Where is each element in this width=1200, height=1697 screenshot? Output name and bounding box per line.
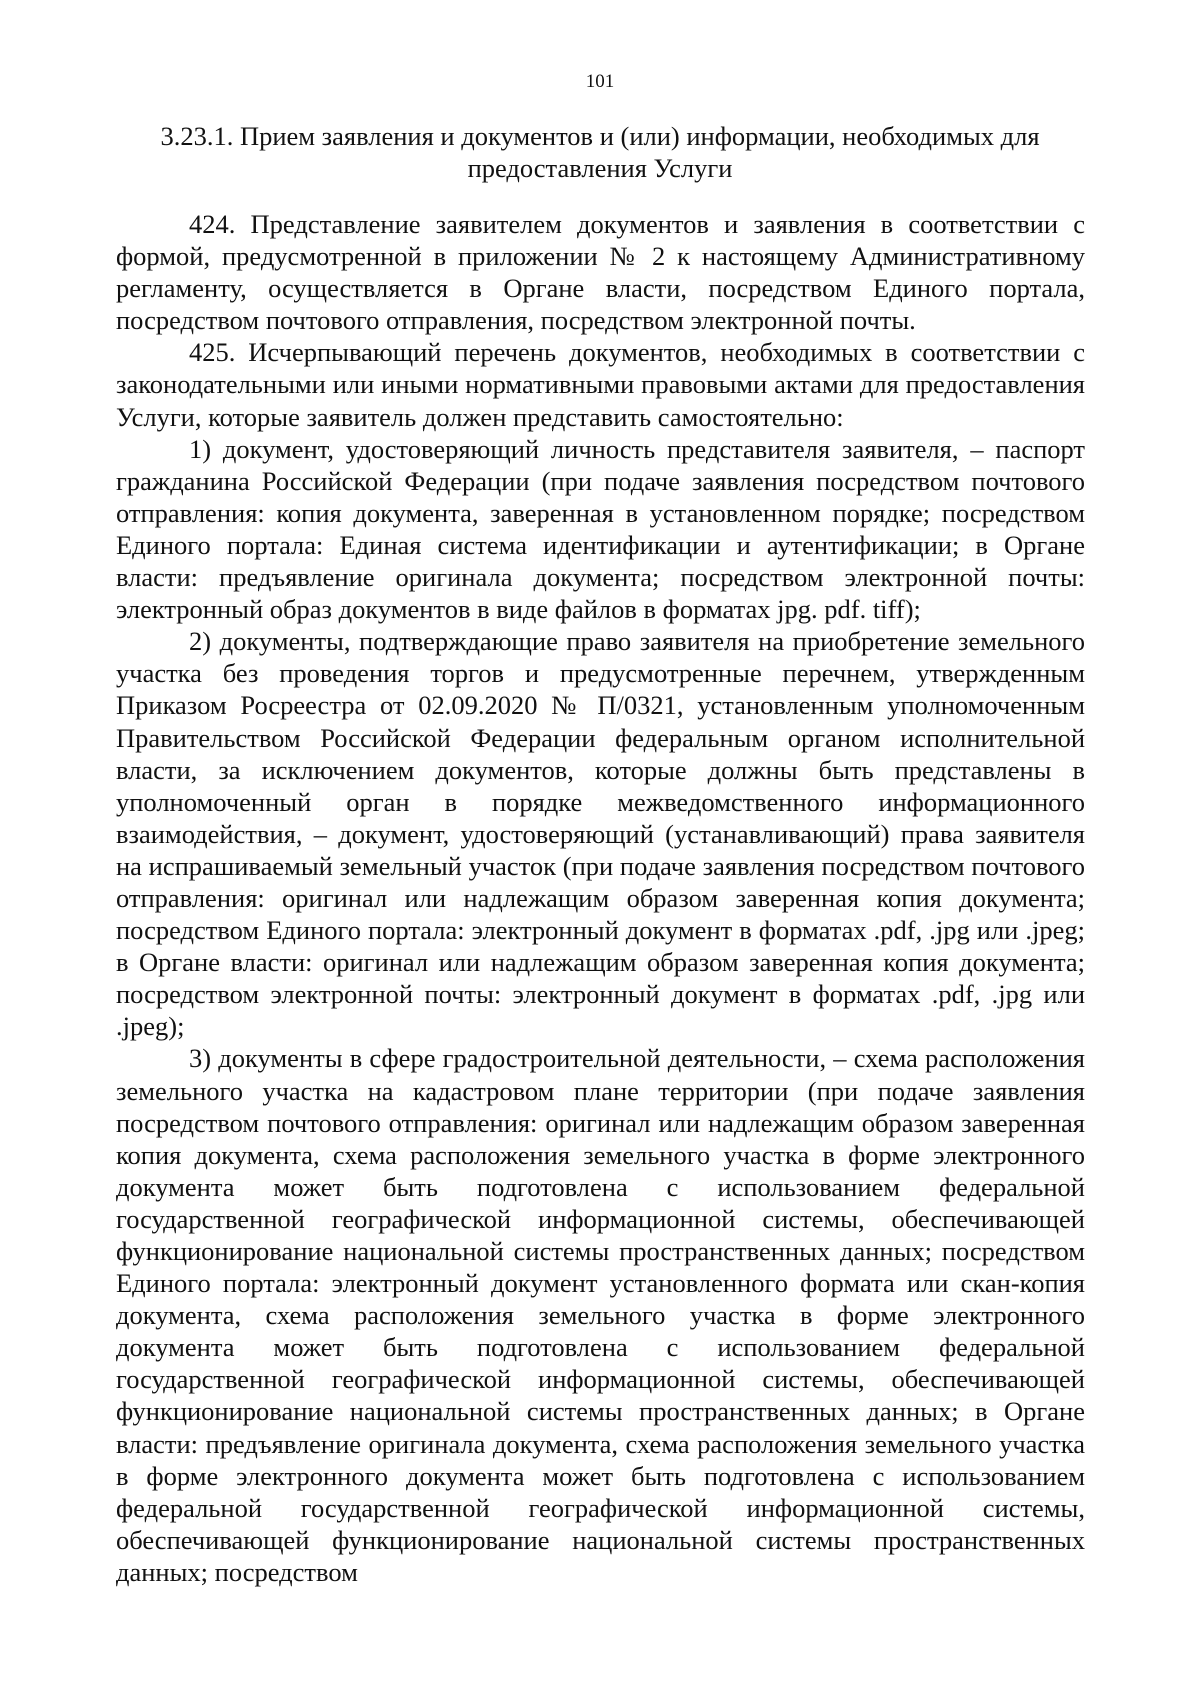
paragraph-425: 425. Исчерпывающий перечень документов, необходимых в соответствии с законодательными или иными нормативными правовыми актами для предоставления Услуги, которые заявитель должен представить самостоятельно: (116, 337, 1085, 432)
list-item-3: 3) документы в сфере градостроительной деятельности, – схема расположения земельного участка на кадастровом плане территории (при подаче заявления посредством почтового отправления: оригинал или надлежащим образом заверенная копия документа, схема расположения земельного участка в форме электронного документа может быть подготовлена с использованием федеральной государственной географической информационной системы, обеспечивающей функционирование национальной системы пространственных данных; посредством Единого портала: электронный документ установленного формата или скан-копия документа, схема расположения земельного участка в форме электронного документа может быть подготовлена с использованием федеральной государственной географической информационной системы, обеспечивающей функционирование национальной системы пространственных данных; в Органе власти: предъявление оригинала документа, схема расположения земельного участка в форме электронного документа может быть подготовлена с использованием федеральной государственной географической информационной системы, обеспечивающей функционирование национальной системы пространственных данных; посредством (116, 1043, 1085, 1587)
list-item-2: 2) документы, подтверждающие право заявителя на приобретение земельного участка без проведения торгов и предусмотренные перечнем, утвержденным Приказом Росреестра от 02.09.2020 № П/0321, установленным уполномоченным Правительством Российской Федерации федеральным органом исполнительной власти, за исключением документов, которые должны быть представлены в уполномоченный орган в порядке межведомственного информационного взаимодействия, – документ, удостоверяющий (устанавливающий) права заявителя на испрашиваемый земельный участок (при подаче заявления посредством почтового отправления: оригинал или надлежащим образом заверенная копия документа; посредством Единого портала: электронный документ в форматах .pdf, .jpg или .jpeg; в Органе власти: оригинал или надлежащим образом заверенная копия документа; посредством электронной почты: электронный документ в форматах .pdf, .jpg или .jpeg); (116, 626, 1085, 1042)
section-title-line-2: предоставления Услуги (467, 153, 733, 183)
section-title-line-1: 3.23.1. Прием заявления и документов и (или) информации, необходимых для (160, 121, 1040, 151)
body-text (116, 208, 1085, 1588)
list-item-1: 1) документ, удостоверяющий личность представителя заявителя, – паспорт гражданина Российской Федерации (при подаче заявления посредством почтового отправления: копия документа, заверенная в установленном порядке; посредством Единого портала: Единая система идентификации и аутентификации; в Органе власти: предъявление оригинала документа; посредством электронной почты: электронный образ документов в виде файлов в форматах jpg. pdf. tiff); (116, 433, 1085, 625)
page-number: 101 (585, 71, 615, 92)
section-title (150, 120, 1050, 184)
paragraph-424: 424. Представление заявителем документов и заявления в соответствии с формой, предусмотренной в приложении № 2 к настоящему Административному регламенту, осуществляется в Органе власти, посредством Единого портала, посредством почтового отправления, посредством электронной почты. (116, 209, 1085, 336)
